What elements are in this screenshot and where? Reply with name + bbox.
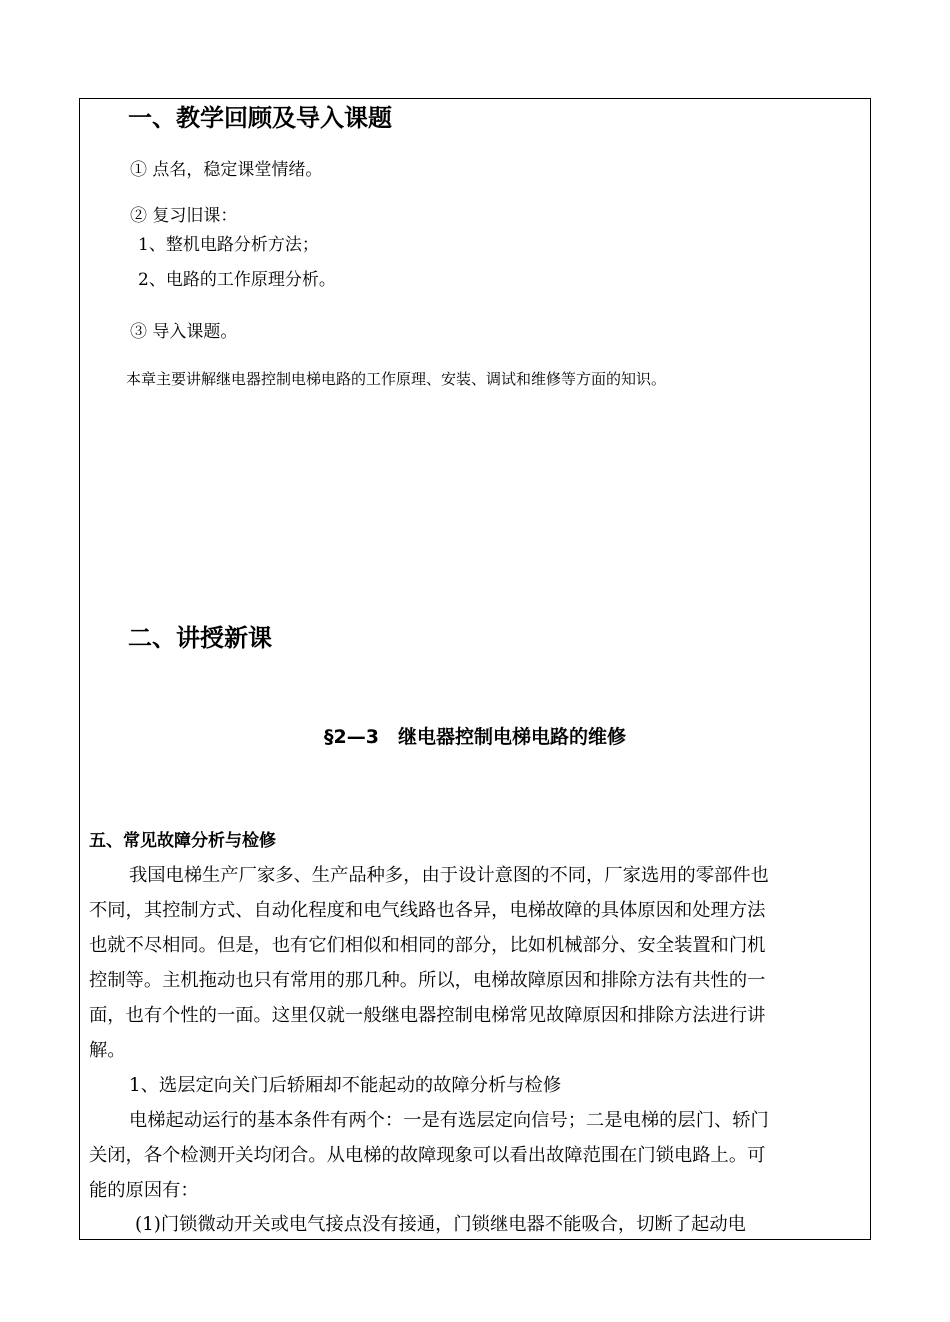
heading-review: 一、教学回顾及导入课题 (128, 104, 392, 132)
review-item-1: ① 点名，稳定课堂情绪。 (130, 160, 323, 180)
fault-item-1-title: 1、选层定向关门后轿厢却不能起动的故障分析与检修 (129, 1075, 562, 1096)
intro-text: 本章主要讲解继电器控制电梯电路的工作原理、安装、调试和维修等方面的知识。 (126, 370, 667, 388)
paragraph-1-line-2: 不同，其控制方式、自动化程度和电气线路也各异，电梯故障的具体原因和处理方法 (89, 900, 766, 921)
paragraph-2-line-1: 电梯起动运行的基本条件有两个：一是有选层定向信号；二是电梯的层门、轿门 (129, 1110, 769, 1131)
cause-1-line: (1)门锁微动开关或电气接点没有接通，门锁继电器不能吸合，切断了起动电 (135, 1214, 746, 1235)
paragraph-1-line-5: 面，也有个性的一面。这里仅就一般继电器控制电梯常见故障原因和排除方法进行讲 (89, 1005, 766, 1026)
section-title: §2—3 继电器控制电梯电路的维修 (324, 726, 626, 748)
paragraph-1-line-4: 控制等。主机拖动也只有常用的那几种。所以，电梯故障原因和排除方法有共性的一 (89, 970, 766, 991)
paragraph-1-line-6: 解。 (89, 1040, 126, 1061)
paragraph-1-line-3: 也就不尽相同。但是，也有它们相似和相同的部分，比如机械部分、安全装置和门机 (89, 935, 766, 956)
paragraph-1-line-1: 我国电梯生产厂家多、生产品种多，由于设计意图的不同，厂家选用的零部件也 (129, 865, 769, 886)
review-item-3: ③ 导入课题。 (130, 322, 238, 342)
review-item-2: ② 复习旧课： (130, 206, 238, 226)
paragraph-2-line-2: 关闭，各个检测开关均闭合。从电梯的故障现象可以看出故障范围在门锁电路上。可 (89, 1145, 766, 1166)
review-item-2-sub-2: 2、电路的工作原理分析。 (138, 270, 336, 290)
heading-new-lesson: 二、讲授新课 (128, 624, 272, 652)
subheading-faults: 五、常见故障分析与检修 (89, 831, 276, 851)
paragraph-2-line-3: 能的原因有： (89, 1180, 199, 1201)
review-item-2-sub-1: 1、整机电路分析方法； (138, 235, 319, 255)
